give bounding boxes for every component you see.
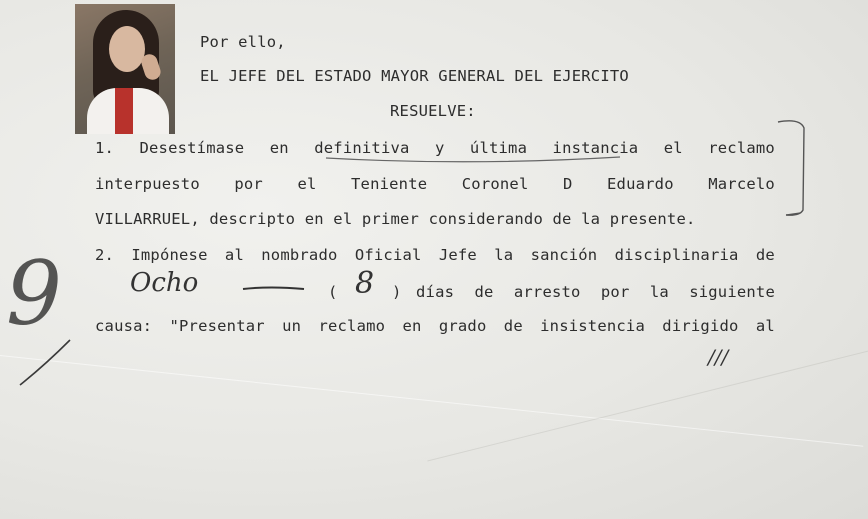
handwritten-margin-digit: 9: [6, 242, 62, 345]
handwritten-digit-8: 8: [355, 266, 375, 301]
continuation-marks: ///: [708, 345, 729, 369]
underline-stroke: [326, 157, 620, 162]
paragraph-1-line-2: interpuesto por el Teniente Coronel D Eduardo Marcelo: [95, 175, 775, 193]
paragraph-2-line-3: causa: "Presentar un reclamo en grado de insistencia dirigido al: [95, 317, 775, 335]
text-heading-jefe: EL JEFE DEL ESTADO MAYOR GENERAL DEL EJERCITO: [200, 67, 629, 85]
text-por-ello: Por ello,: [200, 33, 286, 51]
text-resuelve: RESUELVE:: [390, 102, 476, 120]
paragraph-2-line-2: días de arresto por la siguiente: [416, 283, 775, 301]
handwritten-dash: [243, 288, 304, 290]
margin-bracket: [778, 121, 804, 215]
paragraph-1-line-1: 1. Desestímase en definitiva y última instancia el reclamo: [95, 139, 775, 157]
handwritten-word-ocho: Ocho: [130, 268, 199, 298]
paragraph-1-line-3: VILLARRUEL, descripto en el primer considerando de la presente.: [95, 210, 696, 228]
margin-tail-stroke: [20, 340, 70, 385]
paragraph-2-line-1: 2. Impónese al nombrado Oficial Jefe la sanción disciplinaria de: [95, 246, 775, 264]
paren-open: (: [328, 283, 338, 301]
paren-close: ): [392, 283, 402, 301]
